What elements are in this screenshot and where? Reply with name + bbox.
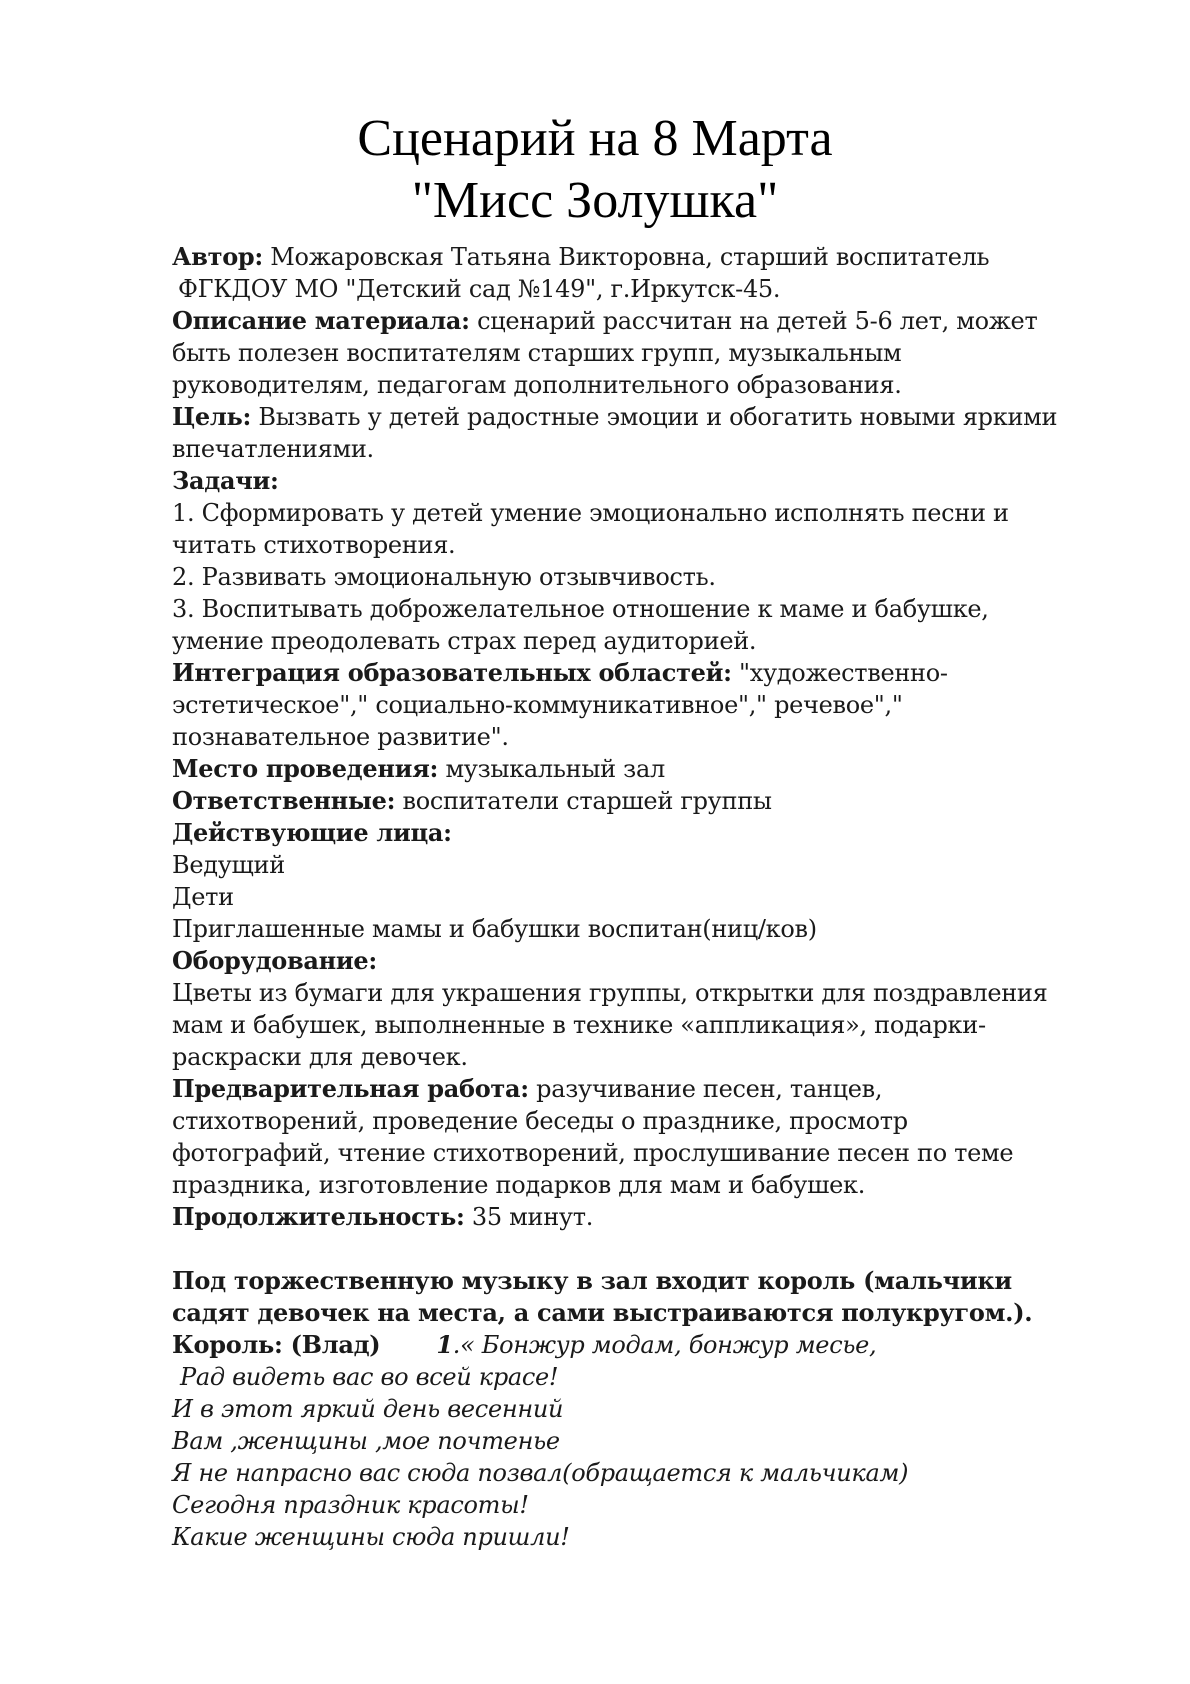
integration-line-2: эстетическое"," социально-коммуникативное"," речевое"," (172, 691, 903, 719)
verse-number: 1 (436, 1330, 453, 1359)
description-text: сценарий рассчитан на детей 5-6 лет, может (469, 307, 1038, 335)
spacer (172, 1233, 1132, 1265)
duration-line (172, 1201, 1132, 1233)
verse-line: Сегодня праздник красоты! (172, 1491, 529, 1519)
author-line (172, 241, 1132, 273)
author-line-2: ФГКДОУ МО "Детский сад №149", г.Иркутск-45. (178, 275, 781, 303)
description-line (172, 305, 1132, 337)
task-1-line-2: читать стихотворения. (172, 531, 456, 559)
verse-line: Я не напрасно вас сюда позвал(обращается к мальчикам) (172, 1459, 909, 1487)
equipment-line-1: Цветы из бумаги для украшения группы, открытки для поздравления (172, 979, 1048, 1007)
integration-text: "художественно- (731, 659, 948, 687)
prework-line-3: фотографий, чтение стихотворений, прослушивание песен по теме (172, 1139, 1014, 1167)
equipment-line-3: раскраски для девочек. (172, 1043, 468, 1071)
duration-value: 35 минут. (464, 1203, 594, 1231)
character-item: Ведущий (172, 851, 285, 879)
prework-line-2: стихотворений, проведение беседы о празднике, просмотр (172, 1107, 908, 1135)
characters-heading (172, 817, 1132, 849)
task-3-line-2: умение преодолевать страх перед аудиторией. (172, 627, 757, 655)
responsible-value: воспитатели старшей группы (395, 787, 772, 815)
verse-line: Рад видеть вас во всей красе! (180, 1363, 559, 1391)
venue-value: музыкальный зал (438, 755, 665, 783)
prework-text: разучивание песен, танцев, (528, 1075, 883, 1103)
character-item: Приглашенные мамы и бабушки воспитан(ниц/ков) (172, 915, 817, 943)
venue-line (172, 753, 1132, 785)
goal-label: Цель: (172, 402, 252, 431)
integration-line-3: познавательное развитие". (172, 723, 509, 751)
author-label: Автор: (172, 242, 263, 271)
equipment-label: Оборудование: (172, 946, 377, 975)
title-line-2: "Мисс Золушка" (411, 172, 779, 229)
verse-line: И в этот яркий день весенний (172, 1395, 564, 1423)
king-label: Король: (Влад) (172, 1330, 381, 1359)
verse-first-line: .« Бонжур модам, бонжур месье, (452, 1331, 877, 1359)
description-line-3: руководителям, педагогам дополнительного образования. (172, 371, 902, 399)
title-line-1: Сценарий на 8 Марта (357, 110, 833, 167)
goal-line-2: впечатлениями. (172, 435, 374, 463)
stage-direction-line-2: садят девочек на места, а сами выстраиваются полукругом.). (172, 1298, 1033, 1327)
goal-line (172, 401, 1132, 433)
equipment-line-2: мам и бабушек, выполненные в технике «аппликация», подарки- (172, 1011, 986, 1039)
prework-line-4: праздника, изготовление подарков для мам и бабушек. (172, 1171, 866, 1199)
prework-label: Предварительная работа: (172, 1074, 529, 1103)
author-text: Можаровская Татьяна Викторовна, старший воспитатель (262, 243, 990, 271)
venue-label: Место проведения: (172, 754, 439, 783)
verse-line: Какие женщины сюда пришли! (172, 1523, 570, 1551)
prework-line (172, 1073, 1132, 1105)
responsible-label: Ответственные: (172, 786, 396, 815)
goal-text: Вызвать у детей радостные эмоции и обогатить новыми яркими (251, 403, 1058, 431)
task-2: 2. Развивать эмоциональную отзывчивость. (172, 563, 716, 591)
integration-label: Интеграция образовательных областей: (172, 658, 732, 687)
document-body (172, 241, 1132, 1553)
task-1-line-1: 1. Сформировать у детей умение эмоционально исполнять песни и (172, 499, 1009, 527)
tasks-heading (172, 465, 1132, 497)
integration-line (172, 657, 1132, 689)
equipment-heading (172, 945, 1132, 977)
description-label: Описание материала: (172, 306, 470, 335)
responsible-line (172, 785, 1132, 817)
task-3-line-1: 3. Воспитывать доброжелательное отношение к маме и бабушке, (172, 595, 989, 623)
description-line-2: быть полезен воспитателям старших групп, музыкальным (172, 339, 902, 367)
characters-label: Действующие лица: (172, 818, 452, 847)
verse-line: Вам ,женщины ,мое почтенье (172, 1427, 560, 1455)
character-item: Дети (172, 883, 234, 911)
duration-label: Продолжительность: (172, 1202, 465, 1231)
tasks-label: Задачи: (172, 466, 279, 495)
stage-direction-line-1: Под торжественную музыку в зал входит король (мальчики (172, 1266, 1012, 1295)
king-line (172, 1329, 1132, 1361)
document-title (0, 108, 1190, 232)
